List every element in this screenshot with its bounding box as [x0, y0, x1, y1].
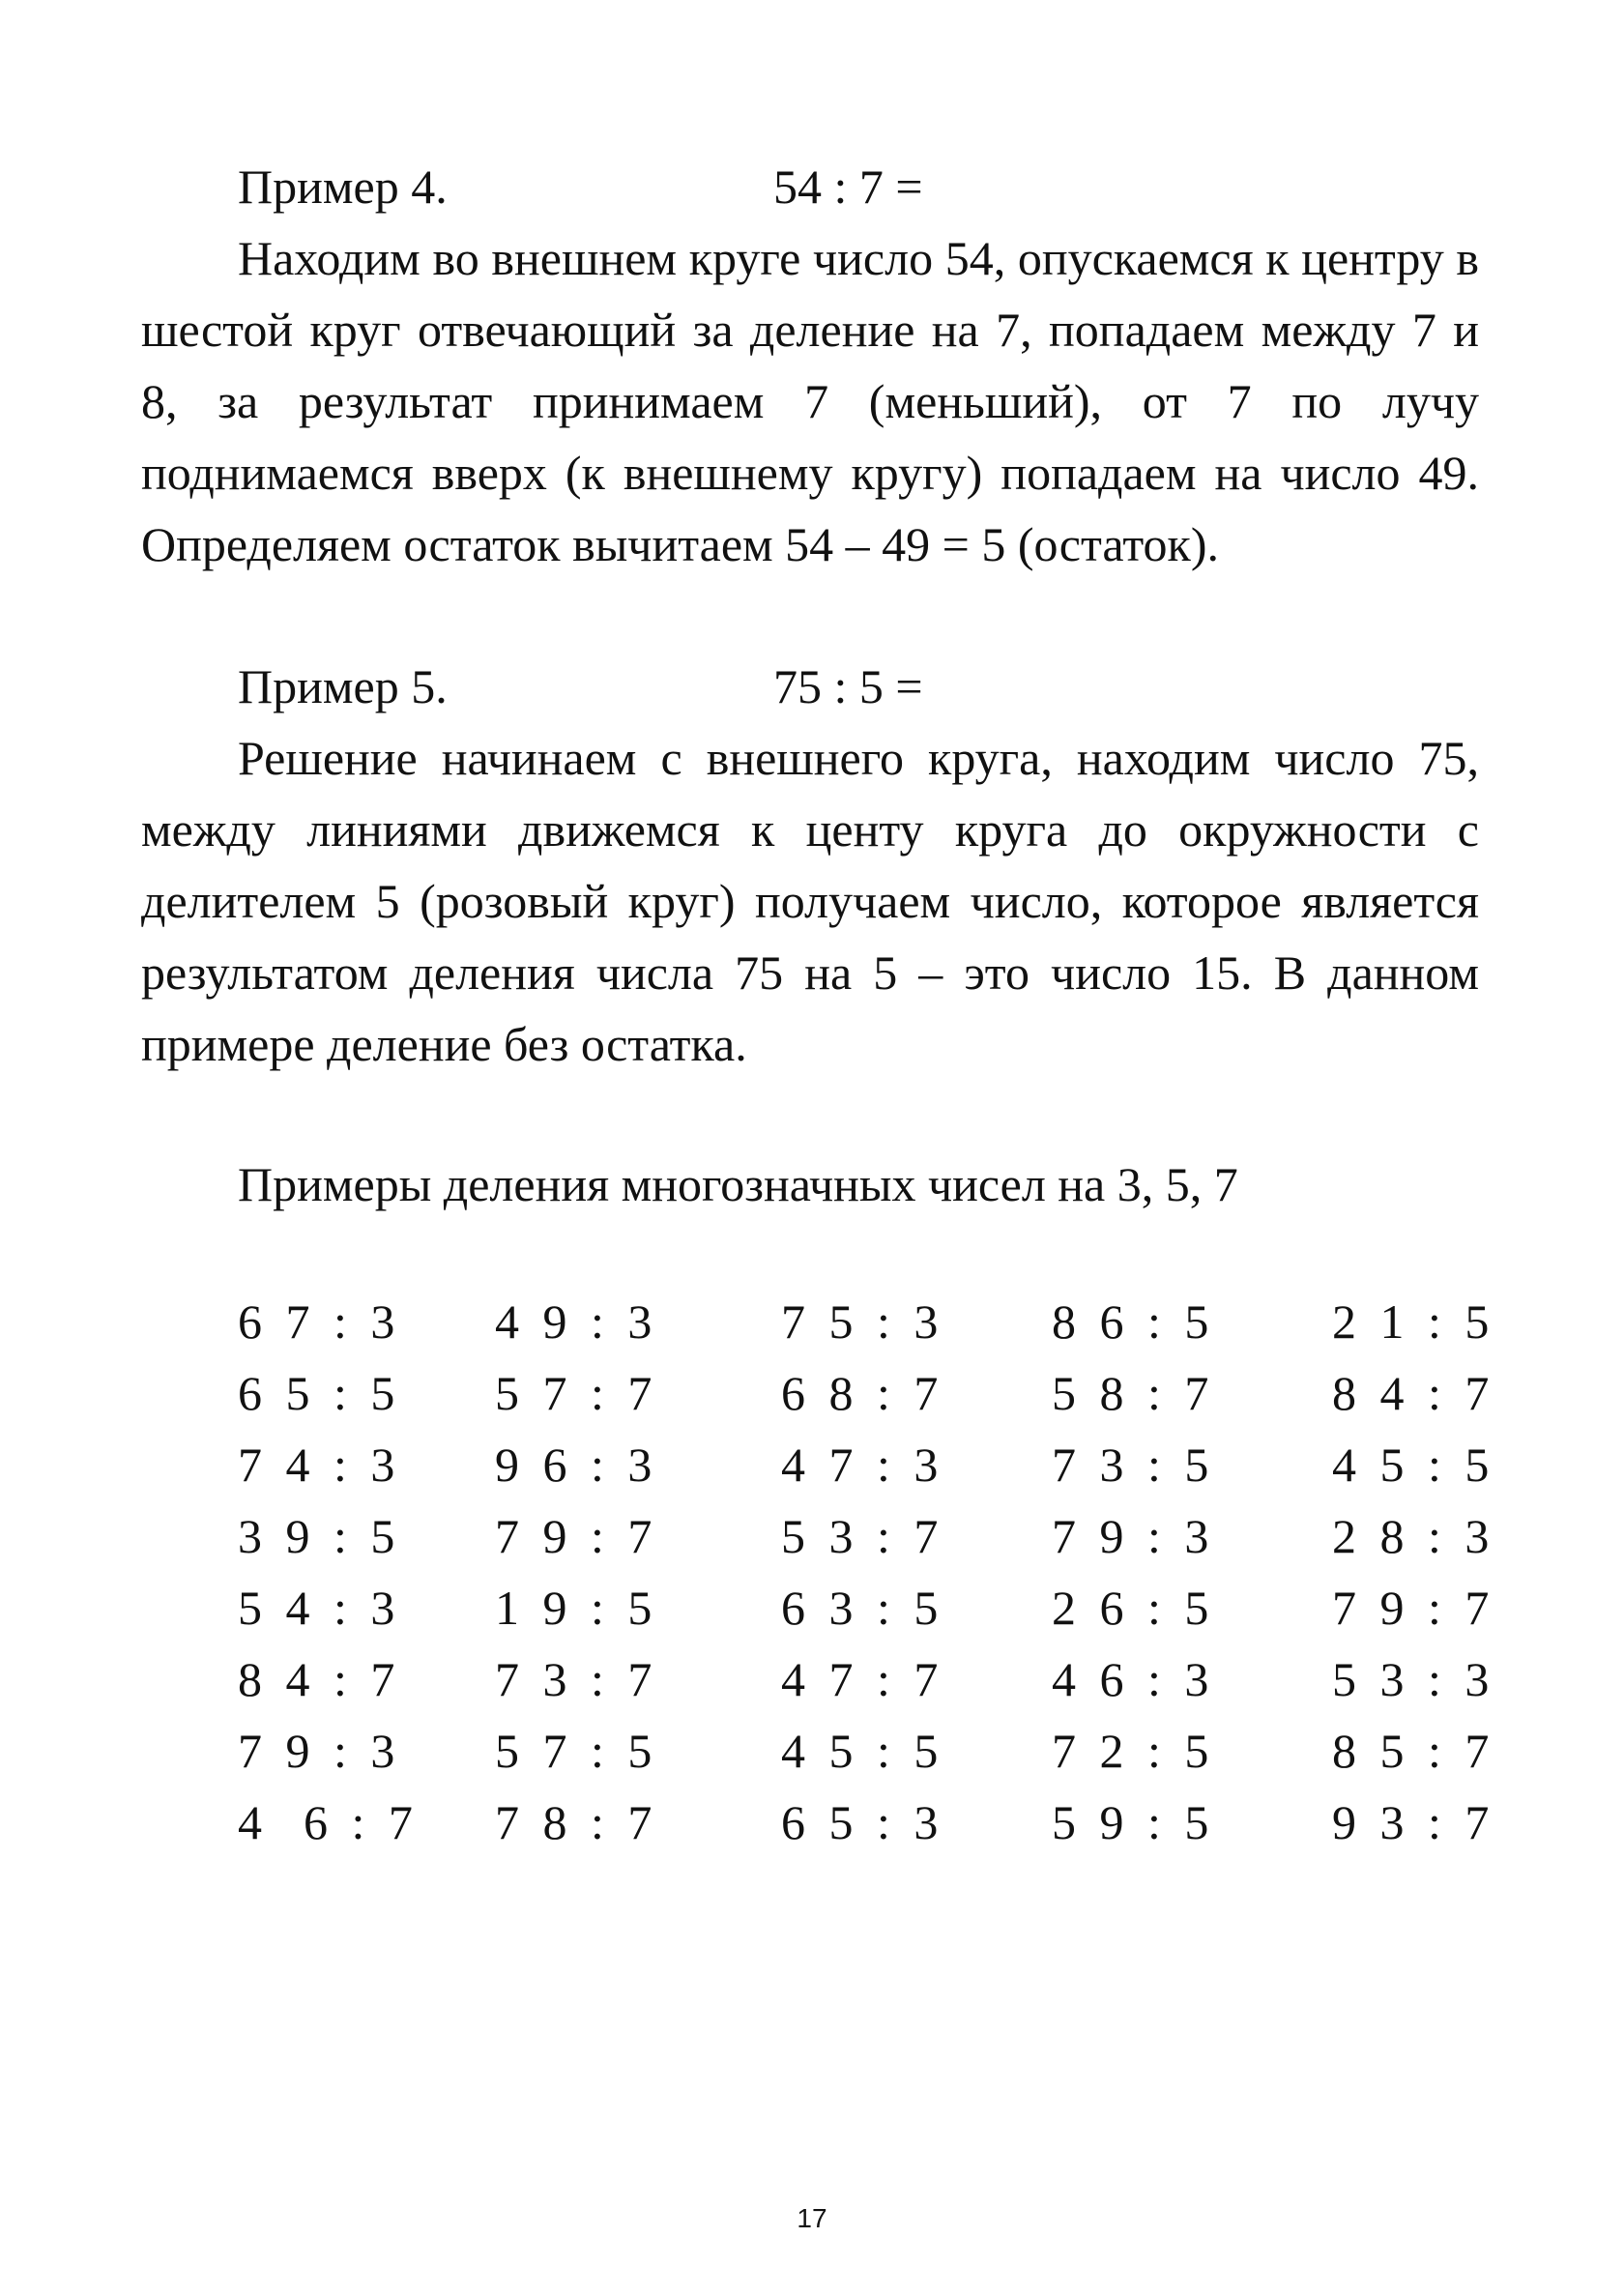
exercise-item: 5 7 : 5	[495, 1724, 658, 1778]
exercise-item: 5 9 : 5	[1052, 1795, 1215, 1849]
page-number: 17	[797, 2203, 827, 2233]
exercise-item: 7 5 : 3	[781, 1294, 944, 1349]
exercise-item: 1 9 : 5	[495, 1581, 658, 1635]
exercise-item: 5 8 : 7	[1052, 1366, 1215, 1420]
exercise-item: 6 5 : 3	[781, 1795, 944, 1849]
exercise-item: 2 6 : 5	[1052, 1581, 1215, 1635]
exercise-item: 7 9 : 3	[238, 1724, 401, 1778]
exercise-row	[238, 1715, 1494, 1787]
exercise-item: 4 5 : 5	[781, 1724, 944, 1778]
exercise-item: 7 9 : 7	[1332, 1581, 1495, 1635]
exercise-row	[238, 1429, 1494, 1500]
exercise-item: 7 9 : 3	[1052, 1509, 1215, 1563]
exercise-item: 7 3 : 7	[495, 1652, 658, 1706]
exercise-item: 5 3 : 7	[781, 1509, 944, 1563]
exercise-item: 5 7 : 7	[495, 1366, 658, 1420]
exercise-row	[238, 1643, 1494, 1715]
exercise-item: 2 1 : 5	[1332, 1294, 1495, 1349]
exercise-row	[238, 1286, 1494, 1357]
exercises-grid	[238, 1286, 1494, 1858]
example-5-text: Решение начинаем с внешнего круга, находим число 75, между линиями движемся к центу круга до окружности с делителем 5 (розовый круг) получаем число, которое является результатом деления числа 75 на 5 – это число 15. В данном примере деление без остатка.	[141, 731, 1479, 1071]
exercise-item: 6 7 : 3	[238, 1294, 401, 1349]
exercise-item: 4 7 : 3	[781, 1438, 944, 1492]
exercise-row	[238, 1787, 1494, 1858]
exercises-title: Примеры деления многозначных чисел на 3, 5, 7	[238, 1157, 1238, 1211]
exercise-item: 4 9 : 3	[495, 1294, 658, 1349]
exercise-item: 8 5 : 7	[1332, 1724, 1495, 1778]
exercise-item: 6 3 : 5	[781, 1581, 944, 1635]
exercise-item: 4 6 : 7	[238, 1795, 419, 1849]
exercise-item: 7 4 : 3	[238, 1438, 401, 1492]
example-4-expression: 54 : 7 =	[773, 160, 923, 214]
exercise-row	[238, 1572, 1494, 1643]
exercise-item: 7 3 : 5	[1052, 1438, 1215, 1492]
exercise-item: 8 4 : 7	[1332, 1366, 1495, 1420]
exercise-item: 8 6 : 5	[1052, 1294, 1215, 1349]
exercise-item: 5 3 : 3	[1332, 1652, 1495, 1706]
example-5-expression: 75 : 5 =	[773, 659, 923, 713]
exercise-item: 3 9 : 5	[238, 1509, 401, 1563]
exercise-item: 6 8 : 7	[781, 1366, 944, 1420]
exercise-item: 7 2 : 5	[1052, 1724, 1215, 1778]
exercise-item: 6 5 : 5	[238, 1366, 401, 1420]
example-4-text: Находим во внешнем круге число 54, опускаемся к центру в шестой круг отвечающий за деление на 7, попадаем между 7 и 8, за результат принимаем 7 (меньший), от 7 по лучу поднимаемся вверх (к внешнему кругу) попадаем на число 49. Определяем остаток вычитаем 54 – 49 = 5 (остаток).	[141, 231, 1479, 571]
exercise-item: 8 4 : 7	[238, 1652, 401, 1706]
exercise-item: 4 5 : 5	[1332, 1438, 1495, 1492]
exercise-item: 9 6 : 3	[495, 1438, 658, 1492]
exercise-row	[238, 1500, 1494, 1572]
exercise-item: 4 6 : 3	[1052, 1652, 1215, 1706]
exercise-item: 7 8 : 7	[495, 1795, 658, 1849]
exercise-item: 2 8 : 3	[1332, 1509, 1495, 1563]
exercise-row	[238, 1357, 1494, 1429]
exercise-item: 9 3 : 7	[1332, 1795, 1495, 1849]
example-4-label: Пример 4.	[238, 160, 448, 214]
exercise-item: 7 9 : 7	[495, 1509, 658, 1563]
exercise-item: 4 7 : 7	[781, 1652, 944, 1706]
example-5-label: Пример 5.	[238, 659, 448, 713]
exercise-item: 5 4 : 3	[238, 1581, 401, 1635]
